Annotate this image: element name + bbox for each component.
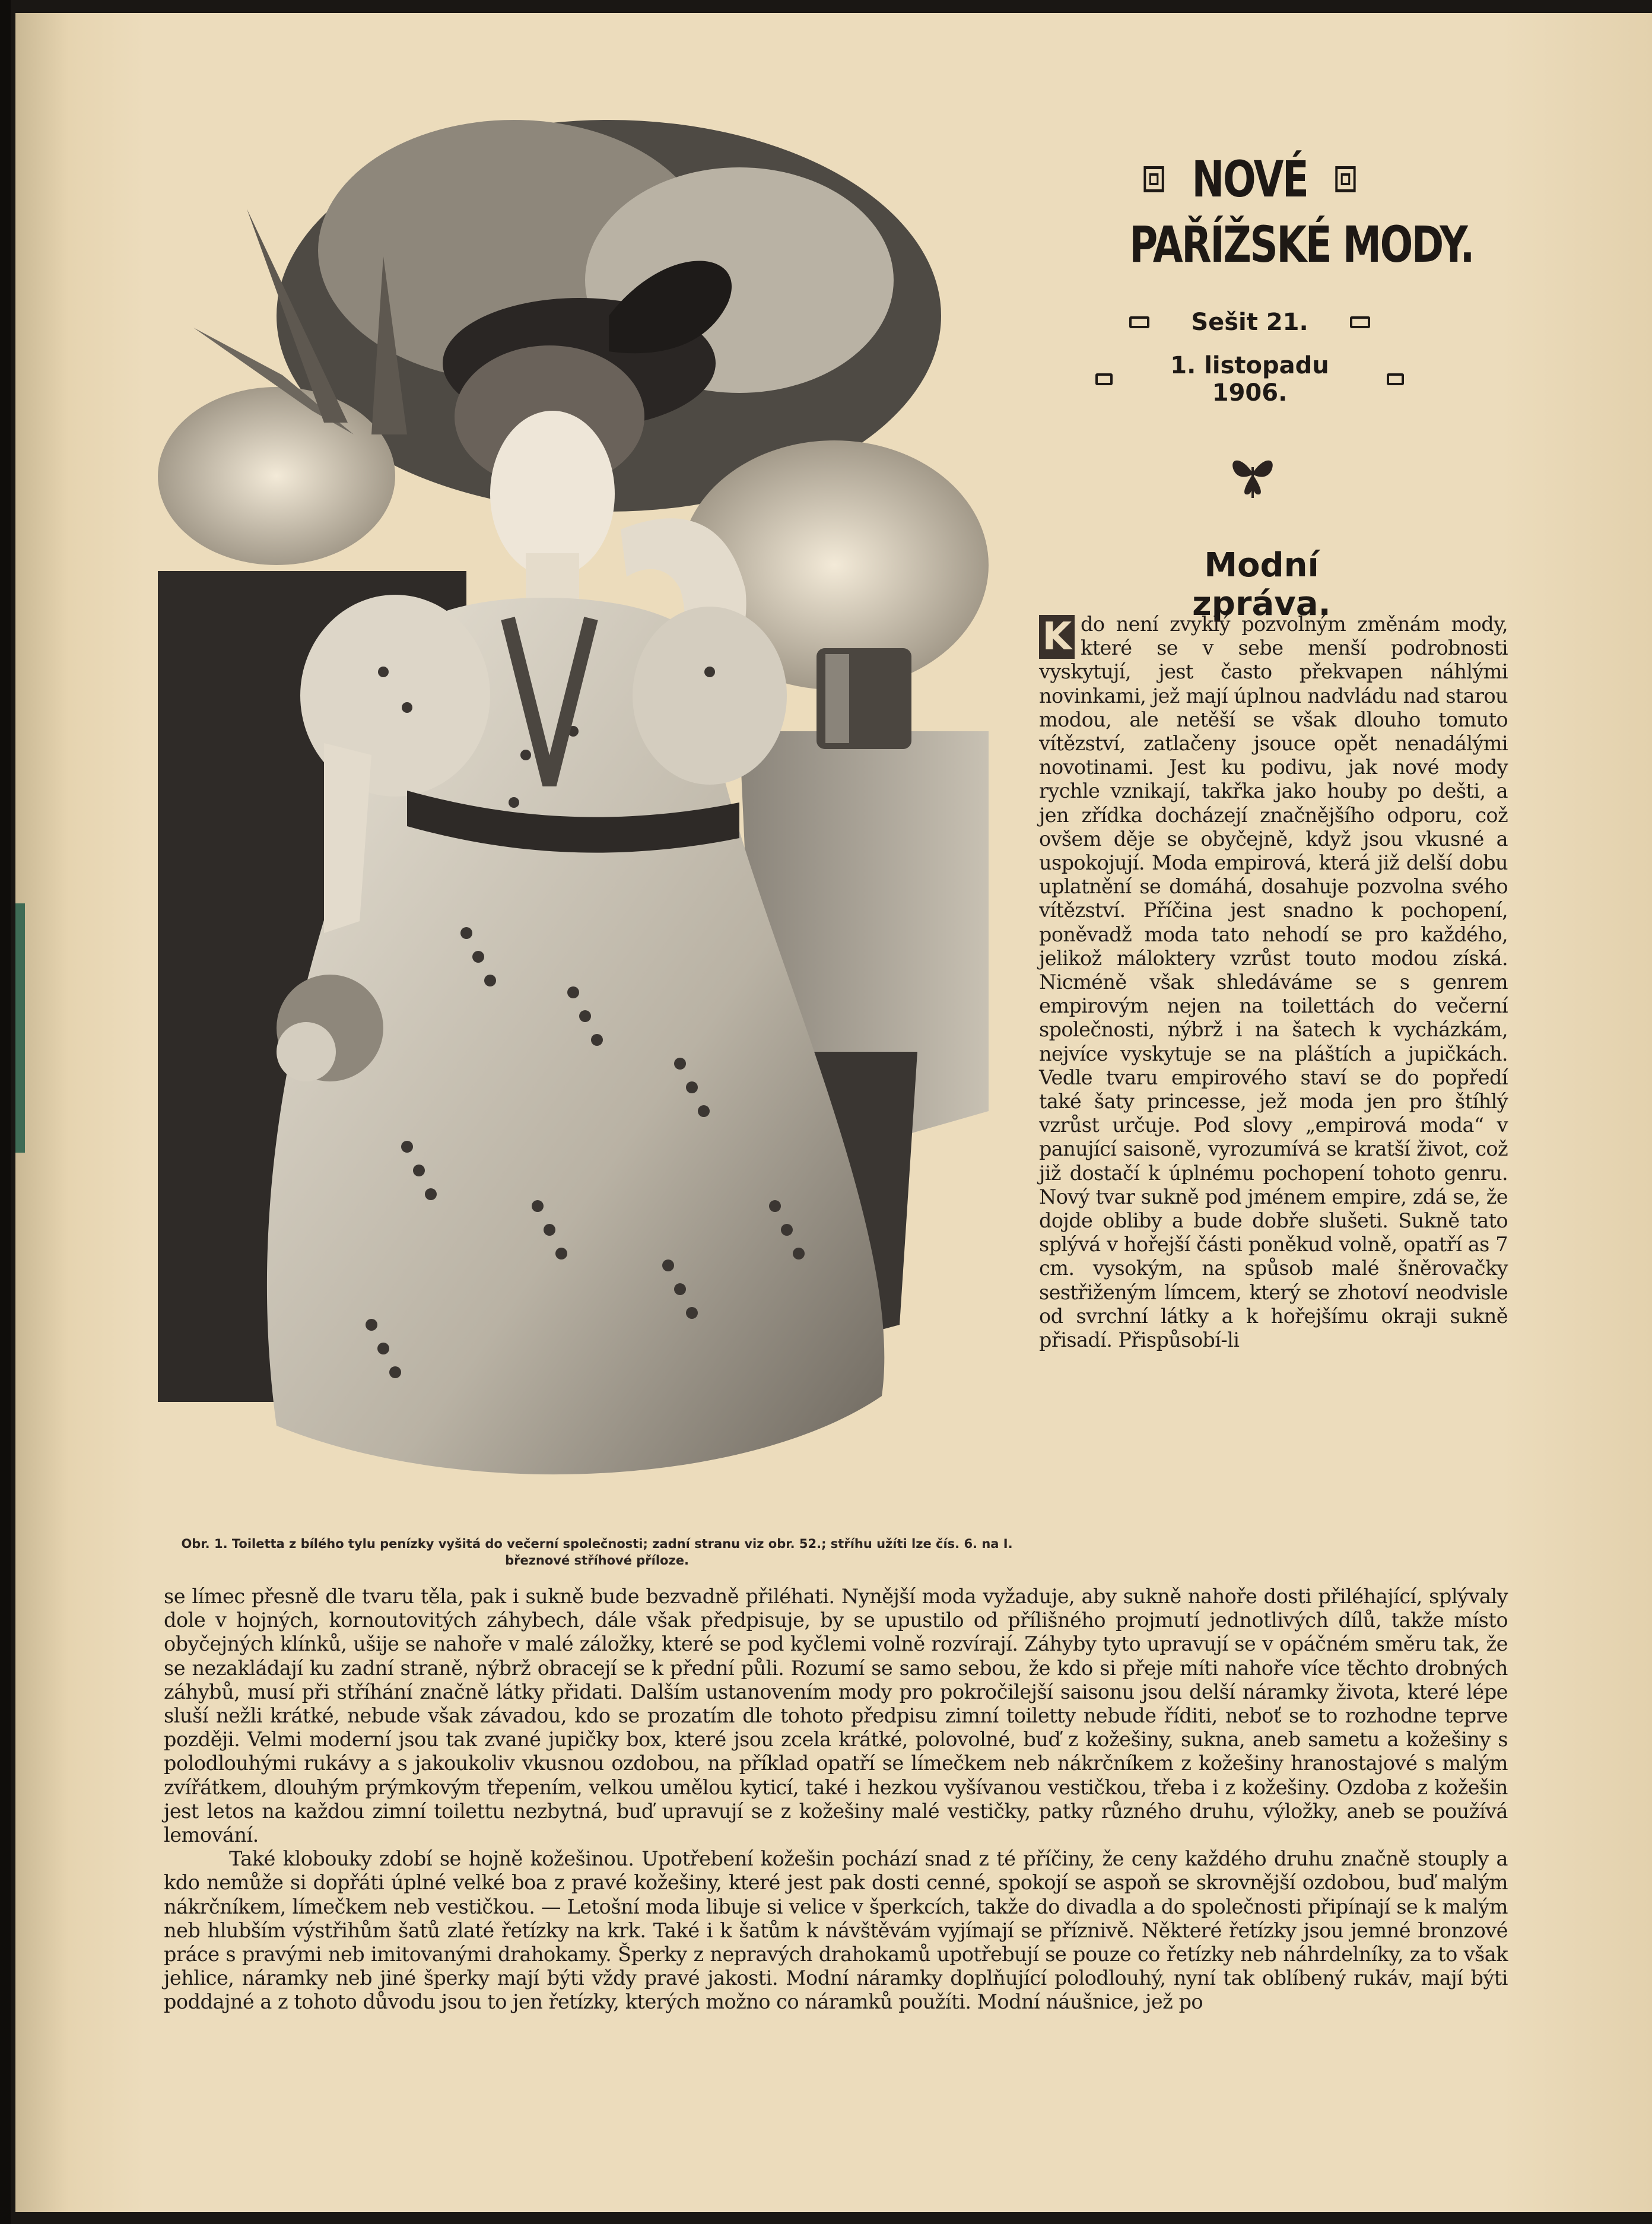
magazine-page — [15, 13, 1652, 2212]
dash-ornament-icon — [1350, 316, 1370, 328]
square-ornament-icon — [1143, 166, 1164, 192]
adjacent-page-edge — [15, 903, 25, 1153]
masthead-line-1 — [1129, 147, 1370, 212]
article-wide-text — [164, 1585, 1508, 2014]
butterfly-ornament-icon — [1223, 443, 1282, 503]
fashion-illustration — [158, 102, 1000, 1538]
issue-number: Sešit 21. — [1191, 309, 1308, 336]
issue-date: 1. listopadu 1906. — [1170, 352, 1329, 407]
drop-cap: K — [1039, 615, 1075, 659]
masthead-line-2: PAŘÍŽSKÉ MODY. — [1129, 215, 1474, 274]
square-ornament-icon — [1335, 166, 1355, 192]
issue-line — [1095, 301, 1404, 344]
article-headline: Modní zpráva. — [1192, 546, 1331, 623]
dash-ornament-icon — [1129, 316, 1149, 328]
article-paragraph: se límec přesně dle tvaru těla, pak i sukně bude bezvadně přiléhati. Nynější moda vyžaduje, aby sukně nahoře dosti přiléhající, splývaly dole v hojných, kornoutovitých záhybech, dále však předpisuje, by se upustilo od přílišného projmutí jednotlivých dílů, takže místo obyčejných klínků, ušije se nahoře v malé záložky, které se pod kyčlemi volně rozvírají. Záhyby tyto upravují se v opáčném směru tak, že se nezakládají ku zadní straně, nýbrž obracejí se k přední půli. Rozumí se samo sebou, že kdo si přeje míti nahoře více těchto drobných záhybů, musí při stříhání značně látky přidati. Dalším ustanovením mody pro pokročilejší saisonu jsou delší náramky života, které lépe sluší nežli krátké, nebude však závadou, kdo se prozatím dle tohoto předpisu zimní toiletty nebude říditi, neboť se to rozhodne teprve později. Velmi moderní jsou tak zvané jupičky box, které jsou zcela krátké, polovolné, buď z kožešiny, sukna, aneb sametu a kožešiny s polodlouhými rukávy a s jakoukoliv vkusnou ozdobou, na příklad opatří se límečkem neb nákrčníkem z kožešiny hranostajové s malým zvířátkem, dlouhým prýmkovým třepením, velkou umělou kyticí, také i hezkou vyšívanou vestičkou, třeba i z kožešiny. Ozdoba z kožešin jest letos na každou zimní toilettu nezbytná, buď upravují se z kožešiny malé vestičky, patky různého druhu, výložky, aneb se používá lemování. — [164, 1585, 1508, 1847]
figure-caption: Obr. 1. Toiletta z bílého tylu penízky vyšitá do večerní společnosti; zadní stranu viz obr. 52.; stříhu užíti lze čís. 6. na I. březnové stříhové příloze. — [181, 1537, 1013, 1568]
article-paragraph: Také klobouky zdobí se hojně kožešinou. Upotřebení kožešin pochází snad z té příčiny, že ceny každého druhu značně stouply a kdo nemůže si dopřáti úplné velké boa z pravé kožešiny, které jest pak dosti cenné, spokojí se aspoň se skrovnější ozdobou, buď malým nákrčníkem, límečkem neb vestičkou. — Letošní moda libuje si velice v šperkcích, takže do divadla a do společnosti připínají se k malým neb hlubším výstřihům šatů zlaté řetízky na krk. Také i k šatům k návštěvám vyjímají se příznivě. Některé řetízky jsou jemné bronzové práce s pravými neb imitovanými drahokamy. Šperky z nepravých drahokamů upotřebují se pouze co řetízky neb náhrdelníky, za to však jehlice, náramky neb jiné šperky mají býti vždy pravé jakosti. Modní náramky doplňující polodlouhý, nyní tak oblíbený rukáv, mají býti poddajné a z tohoto důvodu jsou to jen řetízky, kterých možno co náramků použíti. Modní náušnice, jež po — [164, 1847, 1508, 2014]
dash-ornament-icon — [1095, 373, 1113, 385]
dash-ornament-icon — [1387, 373, 1404, 385]
masthead — [1095, 147, 1474, 407]
masthead-title-word: NOVÉ — [1192, 150, 1308, 208]
page-left-shadow — [0, 0, 11, 2224]
article-column — [1039, 613, 1508, 1352]
date-line — [1095, 352, 1404, 407]
article-column-text: do není zvyklý pozvolným změnám mody, které se v sebe menší podrobnosti vyskytují, jest často překvapen náhlými novinkami, jež mají úplnou nadvládu nad starou modou, ale netěší se však dlouho tomuto vítězství, zatlačeny jsouce opět nenadálými novotinami. Jest ku podivu, jak nové mody rychle vznikají, takřka jako houby po dešti, a jen zřídka docházejí značnějšího odporu, což ovšem děje se obyčejně, když jsou vkusné a uspokojují. Moda empirová, která již delší dobu uplatnění se domáhá, dosahuje pozvolna svého vítězství. Příčina jest snadno k pochopení, poněvadž moda tato nehodí se pro každého, jelikož máloktery vzrůst touto modou získá. Nicméně však shledáváme se s genrem empirovým nejen na toilettách do večerní společnosti, nýbrž i na šatech k vycházkám, nejvíce vyskytuje se na pláštích a jupičkách. Vedle tvaru empirového staví se do popředí také šaty princesse, jež moda jen pro štíhlý vzrůst určuje. Pod slovy „empirová moda“ v panující saisoně, vyrozumívá se kratší život, což již dostačí k úplnému pochopení tohoto genru. Nový tvar sukně pod jménem empire, zdá se, že dojde obliby a bude dobře slušeti. Sukně tato splývá v hořejší části poněkud volně, opatří as 7 cm. vysokým, na spůsob malé šněrovačky sestřiženým límcem, který se zhotoví neodvisle od svrchní látky a k hořejšímu okraji sukně přisadí. Přispůsobí-li — [1039, 613, 1508, 1352]
